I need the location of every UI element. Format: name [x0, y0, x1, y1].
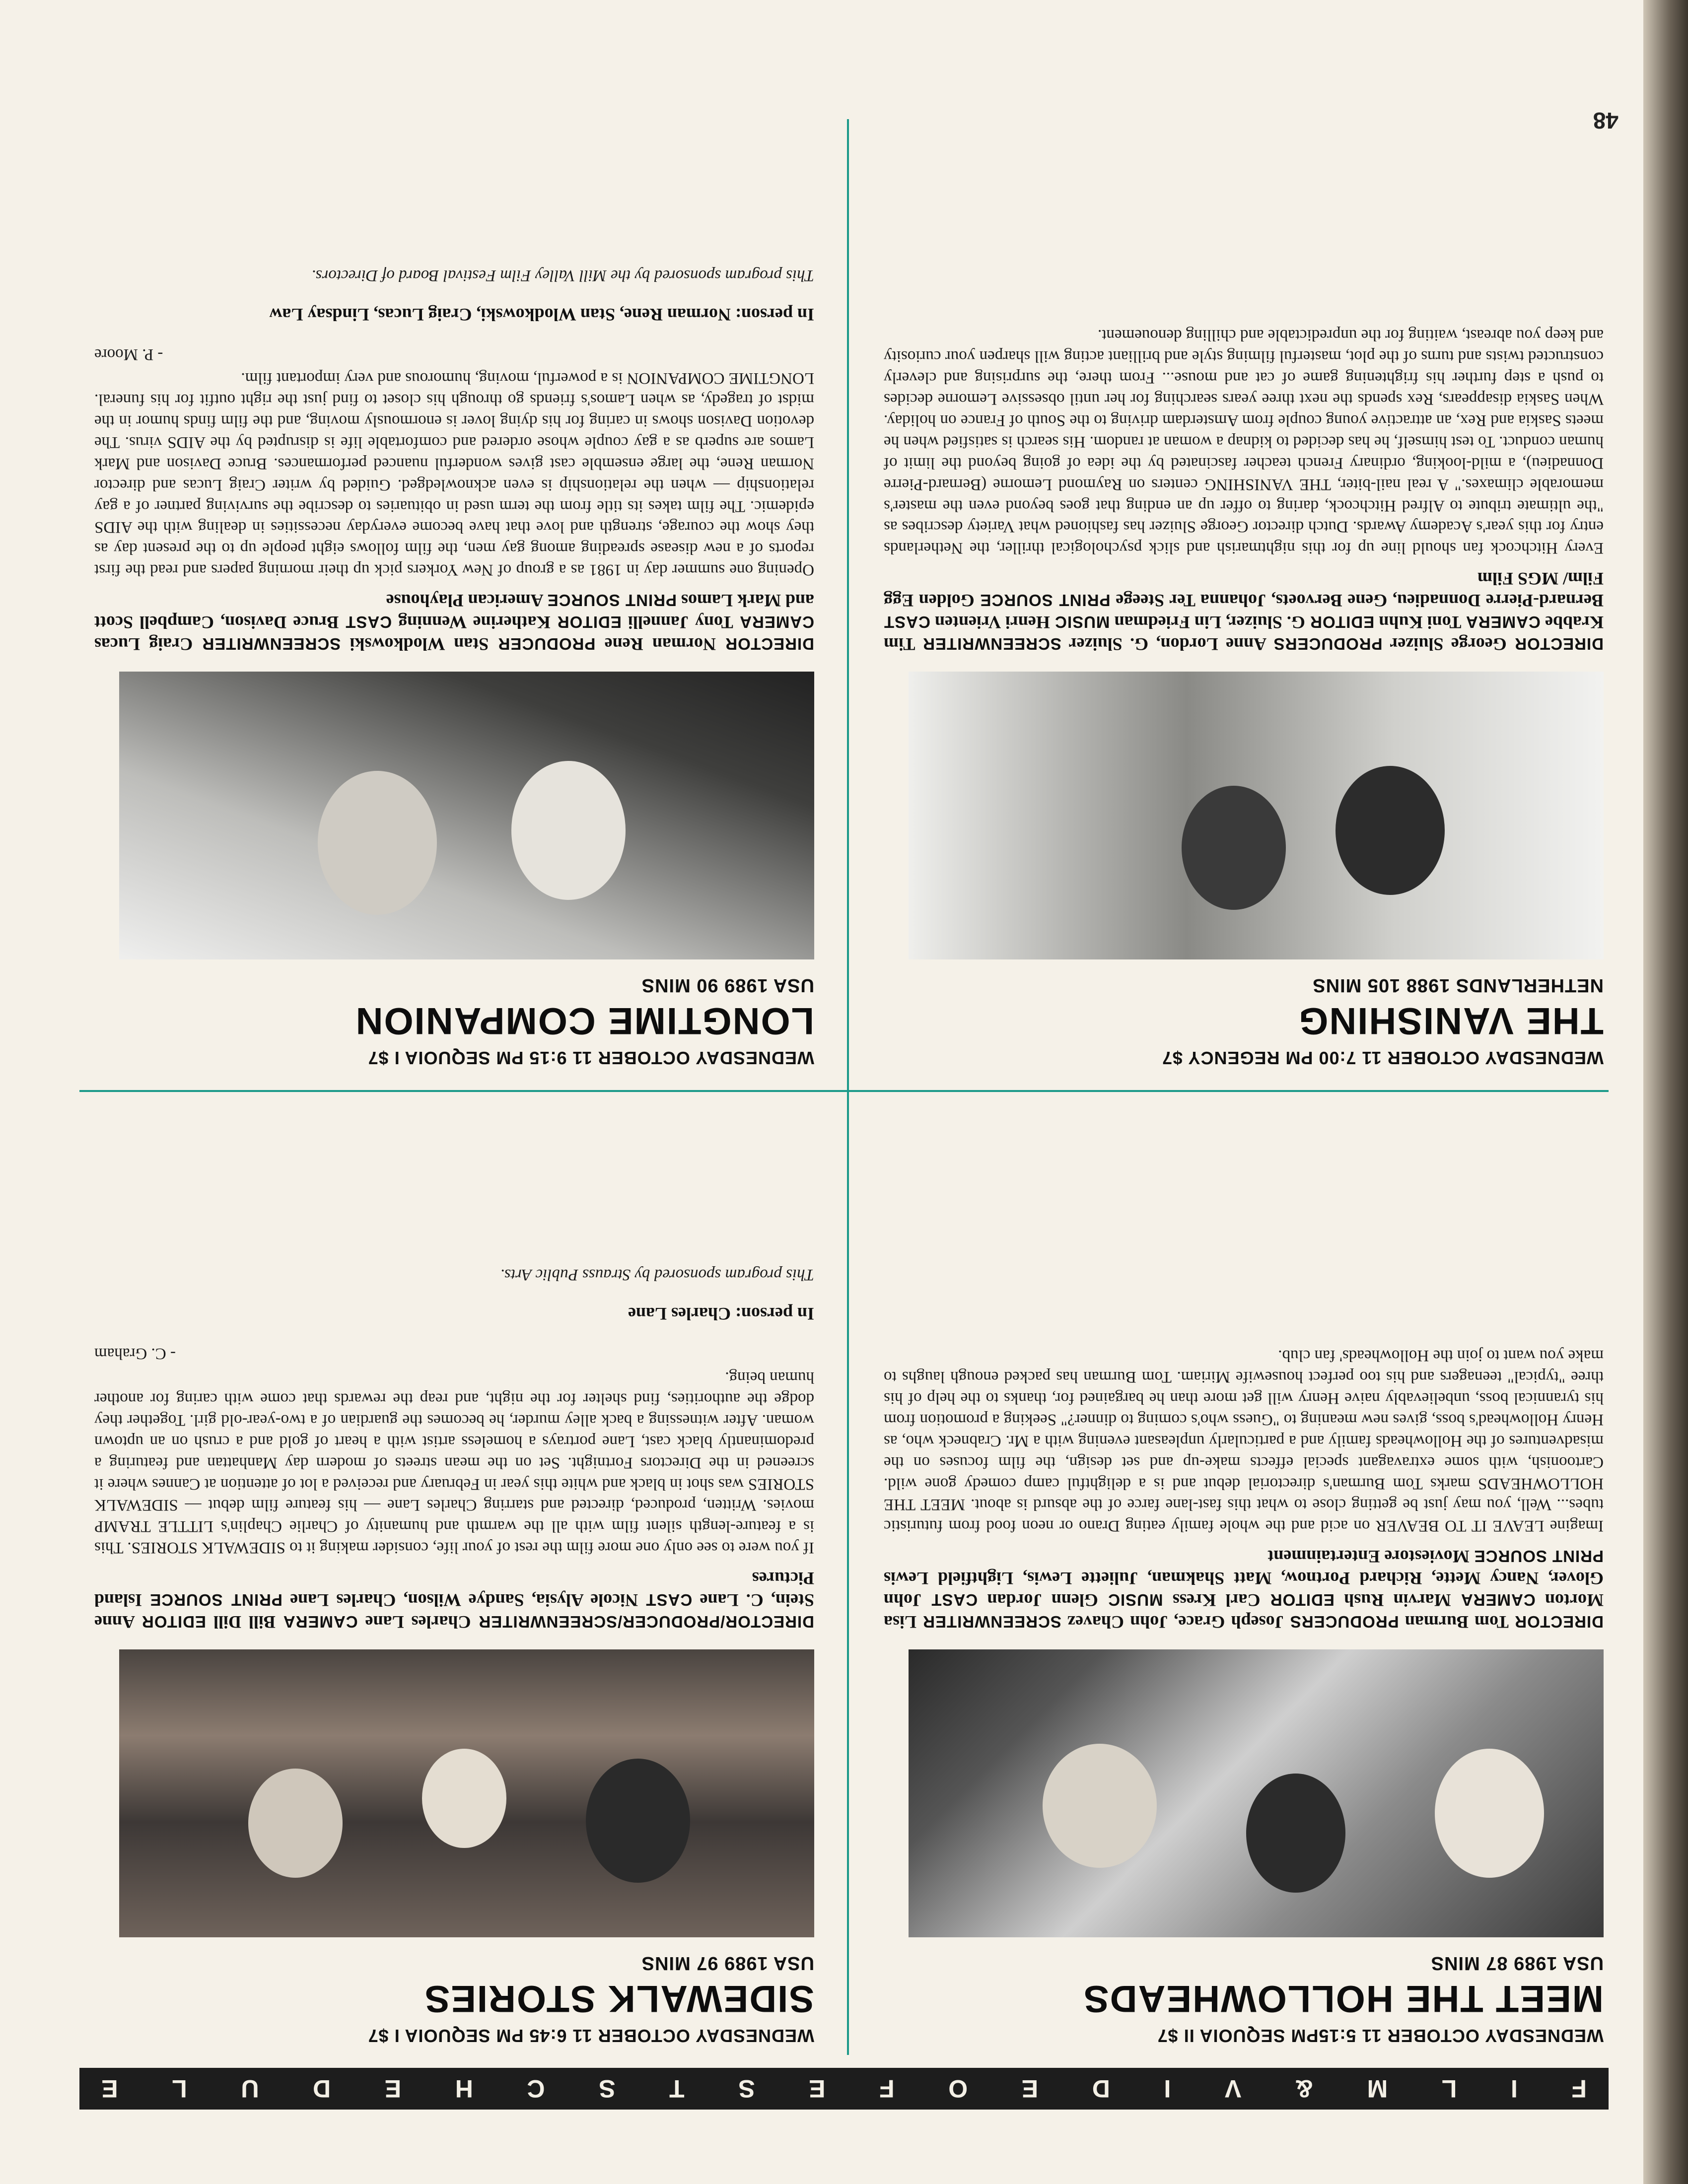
masthead-letter: H	[455, 2075, 473, 2103]
screening-time: WEDNESDAY OCTOBER 11 7:00 PM REGENCY $7	[1162, 1048, 1604, 1068]
credit-name: George Sluizer	[1390, 634, 1507, 654]
credit-name: Bill Dill	[213, 1612, 276, 1632]
masthead-letter: D	[1092, 2075, 1110, 2103]
film-listing	[94, 159, 814, 1077]
credit-role: PRODUCERS	[1273, 635, 1383, 653]
masthead-letter: S	[599, 2075, 616, 2103]
credit-role: CAMERA	[1460, 1591, 1536, 1610]
masthead-letter: L	[1441, 2075, 1457, 2103]
masthead-letter: E	[384, 2075, 402, 2103]
film-credits	[94, 589, 814, 655]
credit-name: Carl Kress	[1172, 1590, 1261, 1611]
credit-name: Lisa Morton	[883, 1590, 1604, 1632]
credit-role: PRINT SOURCE	[547, 591, 677, 610]
masthead-letter: E	[101, 2075, 118, 2103]
credit-role: PRODUCER	[497, 635, 596, 653]
film-listing	[884, 1137, 1604, 2055]
program-sponsor: This program sponsored by Strauss Public Arts.	[500, 1266, 814, 1284]
credit-role: CAST	[931, 1591, 978, 1610]
film-meta: USA 1989 87 MINS	[1430, 1953, 1604, 1974]
masthead-letter: D	[313, 2075, 331, 2103]
film-description: If you were to see only one more film the rest of your life, consider making it to SIDEWALK STORIES. This is a feature-length silent film with all the warmth and humanity of Charlie Chaplin's LITTLE TRAMP movies. Written, produced, directed and starring Charles Lane — his feature film debut — SIDEWALK STORIES was shot in black and white this year in February and received a lot of attention at Cannes where it screened in the Directors Fortnight. Set on the mean streets of modern day Manhattan and featuring a predominantly black cast, Lane portrays a homeless artist with a heart of gold and a crush on an uptown woman. After witnessing a back alley murder, he becomes the guardian of a two-year-old girl. Together they dodge the authorities, find shelter for the night, and reap the rewards that come with caring for another human being.	[94, 1368, 814, 1557]
schedule-masthead	[79, 2068, 1609, 2110]
program-sponsor: This program sponsored by the Mill Valley Film Festival Board of Directors.	[311, 267, 814, 285]
credit-name: Island Pictures	[94, 1569, 814, 1611]
masthead-letter: V	[1224, 2075, 1242, 2103]
credit-name: Bernard-Pierre Donnadieu, Gene Bervoets, Johanna Ter Steege	[1116, 591, 1604, 611]
credit-role: SCREENWRITER	[202, 635, 341, 653]
credit-role: DIRECTOR	[1514, 1613, 1604, 1631]
masthead-letter: O	[948, 2075, 968, 2103]
film-still-photo	[909, 672, 1604, 959]
credit-role: CAMERA	[739, 613, 814, 632]
masthead-letter: F	[879, 2075, 895, 2103]
credit-name: Charles Lane	[365, 1612, 471, 1632]
credit-name: G. Sluizer, Lin Friedman	[1114, 613, 1305, 633]
credit-role: PRINT SOURCE	[980, 591, 1111, 610]
credit-name: John Glover, Nancy Mette, Richard Portnow, Matt Shakman, Juliette Lewis, Lightfield Lewis	[883, 1569, 1604, 1611]
masthead-letter: C	[527, 2075, 545, 2103]
film-still-photo	[119, 1649, 814, 1937]
credit-name: Anne Stein, C. Lane	[94, 1590, 814, 1632]
film-description: Every Hitchcock fan should line up for this nightmarish and slick psychological thriller, the Netherlands entry for this year's Academy Awards. Dutch director George Sluizer has fashioned what Variety describes as "the ultimate tribute to Alfred Hitchcock, daring to offer up an ending that goes beyond even the master's memorable climaxes." A real nail-biter, THE VANISHING centers on Raymond Lemorne (Bernard-Pierre Donnadieu), a mild-looking, ordinary French teacher fascinated by the idea of going beyond the limit of human conduct. To test himself, he has decided to kidnap a woman at random. His search is satisfied when he meets Saskia and Rex, an attractive young couple from Amsterdam driving to the South of France on holiday. When Saskia disappears, Rex spends the next three years searching for her until obsessive Lemorne decides to push a step further his frightening game of cat and mouse... From there, the surprising and cleverly constructed twists and turns of the plot, masterful filming style and brilliant acting will sharpen your curiosity and keep you abreast, waiting for the unpredictable and chilling denouement.	[884, 326, 1604, 557]
masthead-letter: E	[809, 2075, 826, 2103]
credit-role: CAST	[645, 1591, 693, 1610]
credit-role: EDITOR	[1310, 613, 1375, 632]
review-signature: - P. Moore	[94, 345, 163, 364]
credit-role: SCREENWRITER	[922, 1613, 1061, 1631]
screening-time: WEDNESDAY OCTOBER 11 9:15 PM SEQUOIA I $7	[367, 1048, 814, 1068]
masthead-letter: S	[738, 2075, 755, 2103]
masthead-letter: &	[1295, 2075, 1313, 2103]
credit-name: Tim Krabbe	[883, 613, 1604, 654]
film-meta: NETHERLANDS 1988 105 MINS	[1312, 975, 1604, 996]
credit-role: EDITOR	[1269, 1591, 1335, 1610]
credit-role: MUSIC	[1108, 1591, 1163, 1610]
credit-name: Bruce Davison, Campbell Scott and Mark Lamos	[94, 591, 814, 633]
film-meta: USA 1989 90 MINS	[641, 975, 814, 996]
credit-role: CAST	[883, 613, 930, 632]
credit-name: Anne Lordon, G. Sluizer	[1069, 634, 1267, 654]
credit-name: Tom Burman	[1405, 1612, 1509, 1632]
credit-name: Moviestore Entertainment	[1267, 1547, 1470, 1567]
masthead-letter: M	[1367, 2075, 1388, 2103]
credit-name: Henri Vrienten	[935, 613, 1050, 633]
film-description: Imagine LEAVE IT TO BEAVER on acid and the whole family eating Drano or neon food from futuristic tubes... Well, you may just be getting close to what this fast-lane farce of the absurd is about. MEET THE HOLLOWHEADS marks Tom Burman's directorial debut and is a delightful camp comedy gone wild. Cartoonish, with some extravagant special effects make-up and set design, the film focuses on the misadventures of the Hollowheads family and a particularly unpleasant evening with a Mr. Crabneck who, as Henry Hollowhead's boss, gives new meaning to "Guess who's coming to dinner?" Seeking a promotion from his tyrannical boss, unbelievably naive Henry will get more than he bargained for, thanks to the help of his three "typical" teenagers and his too perfect housewife Miriam. Tom Burman has packed enough laughs to make you want to join the Hollowheads' fan club.	[884, 1347, 1604, 1535]
credit-role: CAST	[345, 613, 392, 632]
credit-name: Stan Wlodkowski	[350, 634, 489, 654]
film-title: SIDEWALK STORIES	[423, 1978, 814, 2020]
credit-name: Joseph Grace, John Chavez	[1067, 1612, 1284, 1632]
credit-role: CAMERA	[1465, 613, 1541, 632]
in-person-guests: In person: Charles Lane	[628, 1304, 814, 1324]
credit-role: PRINT SOURCE	[149, 1591, 282, 1610]
film-description: Opening one summer day in 1981 as a group of New Yorkers pick up their morning papers and read the first reports of a new disease spreading among gay men, the film follows eight people up to the present day as they show the courage, strength and love that have become everyday necessities in dealing with the AIDS epidemic. The film takes its title from the term used in obituaries to describe the surviving partner of a gay relationship — when the relationship is even acknowledged. Guided by writer Craig Lucas and director Norman Rene, the large ensemble cast gives wonderful nuanced performances. Bruce Davison and Mark Lamos are superb as a gay couple whose ordered and comfortable life is disrupted by the AIDS virus. The devotion Davison shows in caring for his dying lover is enormously moving, and the film finds humor in the midst of tragedy, as when Lamos's friends go through his closet to find just the right outfit for his funeral. LONGTIME COMPANION is a powerful, moving, humorous and very important film.	[94, 369, 814, 579]
credit-name: Norman Rene	[604, 634, 716, 654]
credit-role: DIRECTOR	[725, 635, 814, 653]
masthead-letter: T	[669, 2075, 685, 2103]
credit-name: Marvin Rush	[1344, 1590, 1451, 1611]
column-divider	[847, 119, 849, 2055]
review-signature: - C. Graham	[94, 1345, 176, 1363]
masthead-letter: I	[1164, 2075, 1171, 2103]
film-title: LONGTIME COMPANION	[354, 1000, 814, 1042]
credit-name: American Playhouse	[386, 591, 544, 611]
page-number: 48	[1593, 108, 1618, 134]
section-divider	[79, 1090, 1609, 1092]
masthead-letter: F	[1571, 2075, 1587, 2103]
film-listing	[884, 159, 1604, 1077]
credit-name: Nicole Alysia, Sandye Wilson, Charles Lane	[290, 1590, 638, 1611]
film-credits	[94, 1567, 814, 1633]
film-title: MEET THE HOLLOWHEADS	[1082, 1978, 1604, 2020]
credit-role: EDITOR	[141, 1613, 207, 1631]
masthead-letter: I	[1510, 2075, 1518, 2103]
credit-name: Golden Egg Film/ MGS Film	[883, 569, 1604, 611]
credit-name: Craig Lucas	[94, 634, 193, 654]
credit-name: Glenn Jordan	[987, 1590, 1098, 1611]
masthead-letter: E	[1021, 2075, 1039, 2103]
page-binding	[1643, 0, 1688, 2184]
film-title: THE VANISHING	[1298, 1000, 1604, 1042]
screening-time: WEDNESDAY OCTOBER 11 6:45 PM SEQUOIA I $7	[367, 2026, 814, 2046]
credit-role: CAMERA	[282, 1613, 358, 1631]
credit-role: DIRECTOR	[1514, 635, 1604, 653]
credit-name: Katherine Wenning	[398, 613, 551, 633]
film-meta: USA 1989 97 MINS	[641, 1953, 814, 1974]
credit-role: MUSIC	[1055, 613, 1110, 632]
screening-time: WEDNESDAY OCTOBER 11 5:15PM SEQUOIA II $7	[1157, 2026, 1604, 2046]
in-person-guests: In person: Norman Rene, Stan Wlodkowski, Craig Lucas, Lindsay Law	[269, 305, 814, 325]
credit-name: Toni Kuhn	[1379, 613, 1462, 633]
film-listing	[94, 1137, 814, 2055]
film-still-photo	[909, 1649, 1604, 1937]
credit-role: DIRECTOR/PRODUCER/SCREENWRITER	[478, 1613, 814, 1631]
film-credits	[884, 567, 1604, 655]
credit-role: EDITOR	[557, 613, 622, 632]
masthead-letter: U	[241, 2075, 259, 2103]
credit-name: Tony Jannelli	[628, 613, 733, 633]
film-credits	[884, 1545, 1604, 1633]
masthead-letter: L	[172, 2075, 187, 2103]
credit-role: SCREENWRITER	[922, 635, 1061, 653]
film-still-photo	[119, 672, 814, 959]
credit-role: PRODUCERS	[1289, 1613, 1399, 1631]
credit-role: PRINT SOURCE	[1474, 1547, 1604, 1566]
